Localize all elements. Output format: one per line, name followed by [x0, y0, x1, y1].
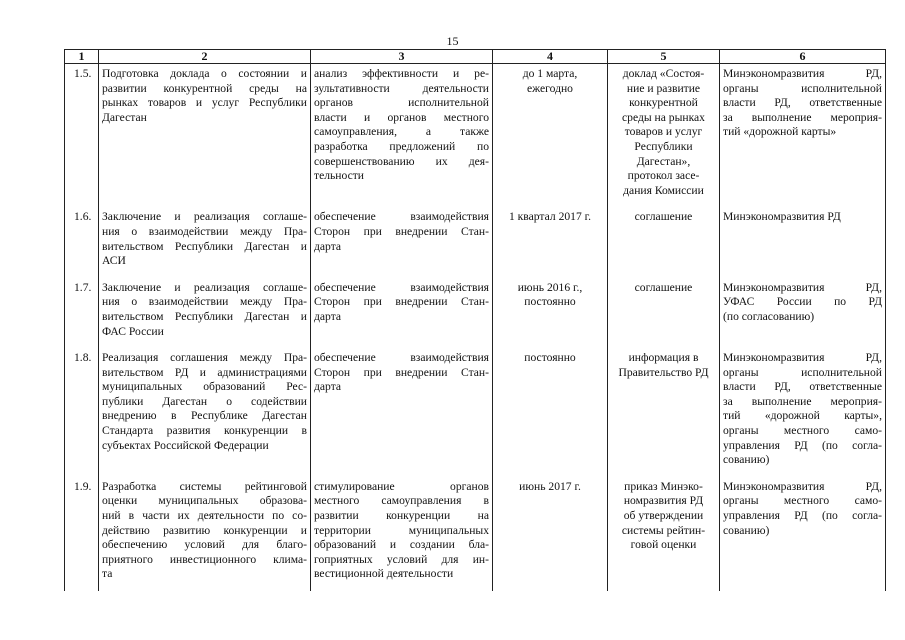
event-cell [99, 348, 311, 477]
deadline-cell [493, 207, 608, 277]
responsible-cell [720, 207, 886, 277]
goal-cell [311, 64, 493, 208]
text-line: Сторон при внедрении Стан- [314, 365, 489, 379]
text-line: Сторон при внедрении Стан- [314, 295, 489, 309]
deadline-cell [493, 477, 608, 591]
text-line: управления РД (по согла- [723, 509, 882, 523]
text-line: ние и развитие [626, 81, 701, 95]
column-header-deadline: 4 [493, 50, 608, 64]
goal-cell [311, 477, 493, 591]
text-line: управления РД (по согла- [723, 438, 882, 452]
responsible-cell [720, 348, 886, 477]
row-number-cell: 1.8. [65, 348, 99, 477]
event-cell [99, 278, 311, 348]
column-header-goal: 3 [311, 50, 493, 64]
text-line: Дагестан [102, 110, 147, 124]
deadline-cell [493, 278, 608, 348]
responsible-cell [720, 278, 886, 348]
text-line: ний в части их деятельности по со- [102, 509, 307, 523]
result-cell [608, 207, 720, 277]
text-line: ежегодно [527, 81, 573, 95]
result-cell [608, 278, 720, 348]
text-line: приказ Минэко- [624, 479, 703, 493]
text-line: Правительство РД [618, 365, 709, 379]
text-line: рынках товаров и услуг Республики [102, 96, 307, 110]
table-body [65, 64, 886, 592]
text-line: Заключение и реализация соглаше- [102, 210, 307, 224]
text-line: соглашение [634, 210, 693, 224]
result-cell [608, 64, 720, 208]
text-line: информация в [628, 351, 699, 365]
table-row [65, 278, 886, 348]
text-line: Подготовка доклада о состоянии и [102, 67, 307, 80]
text-line: дарта [314, 380, 342, 394]
text-line: УФАС России по РД [723, 295, 882, 309]
text-line: совершенствованию их дея- [314, 154, 489, 168]
text-line: 1 квартал 2017 г. [508, 210, 591, 224]
deadline-cell [493, 64, 608, 208]
row-number-cell: 1.6. [65, 207, 99, 277]
responsible-cell [720, 64, 886, 208]
text-line: говой оценки [630, 538, 697, 552]
column-header-result: 5 [608, 50, 720, 64]
text-line: разработка предложений по [314, 139, 489, 153]
row-number-cell: 1.7. [65, 278, 99, 348]
text-line: тельности [314, 169, 364, 183]
text-line: органы исполнительной [723, 81, 882, 95]
column-header-event: 2 [99, 50, 311, 64]
text-line: июнь 2017 г. [519, 479, 581, 493]
goal-cell [311, 278, 493, 348]
text-line: обеспечению условий для благо- [102, 538, 307, 552]
text-line: власти РД, ответственные [723, 96, 882, 110]
text-line: ФАС России [102, 324, 164, 338]
event-cell [99, 477, 311, 591]
goal-cell [311, 348, 493, 477]
text-line: Минэкономразвития РД, [723, 67, 882, 80]
text-line: образований и создании бла- [314, 538, 489, 552]
row-number-cell: 1.5. [65, 64, 99, 208]
text-line: обеспечение взаимодействия [314, 210, 489, 224]
table-row [65, 348, 886, 477]
text-line: гоприятных условий для ин- [314, 552, 489, 566]
text-line: конкурентной [629, 96, 698, 110]
text-line: субъектах Российской Федерации [102, 438, 269, 452]
table-header-row [65, 50, 886, 64]
text-line: развитии конкурентной среды на [102, 81, 307, 95]
text-line: Стандарта развития конкуренции в [102, 424, 307, 438]
text-line: органы местного само- [723, 424, 882, 438]
text-line: Минэкономразвития РД, [723, 479, 882, 493]
text-line: вительством Республики Дагестан и [102, 239, 307, 253]
text-line: ния о взаимодействии между Пра- [102, 224, 307, 238]
text-line: Реализация соглашения между Пра- [102, 351, 307, 365]
text-line: стимулирование органов [314, 479, 489, 493]
result-cell [608, 477, 720, 591]
text-line: (по согласованию) [723, 309, 815, 323]
text-line: зультативности деятельности [314, 81, 489, 95]
text-line: сованию) [723, 453, 770, 467]
text-line: Минэкономразвития РД [723, 210, 841, 224]
text-line: муниципальных образований Рес- [102, 380, 307, 394]
text-line: органы местного само- [723, 494, 882, 508]
text-line: постоянно [524, 351, 576, 365]
text-line: дания Комиссии [623, 183, 704, 197]
text-line: за выполнение мероприя- [723, 394, 882, 408]
text-line: номразвития РД [623, 494, 704, 508]
text-line: системы рейтин- [621, 523, 706, 537]
text-line: власти РД, ответственные [723, 380, 882, 394]
table-row [65, 207, 886, 277]
text-line: органов исполнительной [314, 96, 489, 110]
result-cell [608, 348, 720, 477]
text-line: дарта [314, 239, 342, 253]
text-line: товаров и услуг [624, 125, 703, 139]
text-line: об утверждении [623, 509, 704, 523]
text-line: Республики [634, 139, 693, 153]
text-line: постоянно [524, 295, 576, 309]
text-line: тий «дорожной карты», [723, 409, 882, 423]
text-line: за выполнение мероприя- [723, 110, 882, 124]
text-line: внедрению в Республике Дагестан [102, 409, 307, 423]
text-line: анализ эффективности и ре- [314, 67, 489, 80]
text-line: дарта [314, 309, 342, 323]
text-line: до 1 марта, [522, 67, 578, 80]
text-line: доклад «Состоя- [622, 67, 705, 80]
text-line: Разработка системы рейтинговой [102, 479, 307, 493]
text-line: действию развитию конкуренции и [102, 523, 307, 537]
text-line: вительством РД и администрациями [102, 365, 307, 379]
text-line: оценки муниципальных образова- [102, 494, 307, 508]
text-line: соглашение [634, 280, 693, 294]
column-header-num: 1 [65, 50, 99, 64]
row-number-cell: 1.9. [65, 477, 99, 591]
page-number: 15 [446, 34, 459, 48]
text-line: развитии конкуренции на [314, 509, 489, 523]
text-line: Минэкономразвития РД, [723, 351, 882, 365]
deadline-cell [493, 348, 608, 477]
event-cell [99, 207, 311, 277]
text-line: Заключение и реализация соглаше- [102, 280, 307, 294]
table-row [65, 477, 886, 591]
text-line: власти и органов местного [314, 110, 489, 124]
text-line: Сторон при внедрении Стан- [314, 224, 489, 238]
text-line: территории муниципальных [314, 523, 489, 537]
goal-cell [311, 207, 493, 277]
action-plan-table [64, 49, 886, 591]
text-line: самоуправления, а также [314, 125, 489, 139]
text-line: Дагестан», [636, 154, 691, 168]
responsible-cell [720, 477, 886, 591]
text-line: ния о взаимодействии между Пра- [102, 295, 307, 309]
text-line: среды на рынках [622, 110, 705, 124]
text-line: вестиционной деятельности [314, 567, 454, 581]
text-line: июнь 2016 г., [517, 280, 583, 294]
text-line: публики Дагестан о содействии [102, 394, 307, 408]
text-line: обеспечение взаимодействия [314, 280, 489, 294]
text-line: тий «дорожной карты» [723, 125, 837, 139]
text-line: обеспечение взаимодействия [314, 351, 489, 365]
text-line: та [102, 567, 113, 581]
text-line: протокол засе- [627, 169, 700, 183]
text-line: вительством Республики Дагестан и [102, 309, 307, 323]
text-line: сованию) [723, 523, 770, 537]
event-cell [99, 64, 311, 208]
text-line: АСИ [102, 254, 126, 268]
text-line: приятного инвестиционного клима- [102, 552, 307, 566]
column-header-responsible: 6 [720, 50, 886, 64]
text-line: местного самоуправления в [314, 494, 489, 508]
table-row [65, 64, 886, 208]
text-line: органы исполнительной [723, 365, 882, 379]
text-line: Минэкономразвития РД, [723, 280, 882, 294]
